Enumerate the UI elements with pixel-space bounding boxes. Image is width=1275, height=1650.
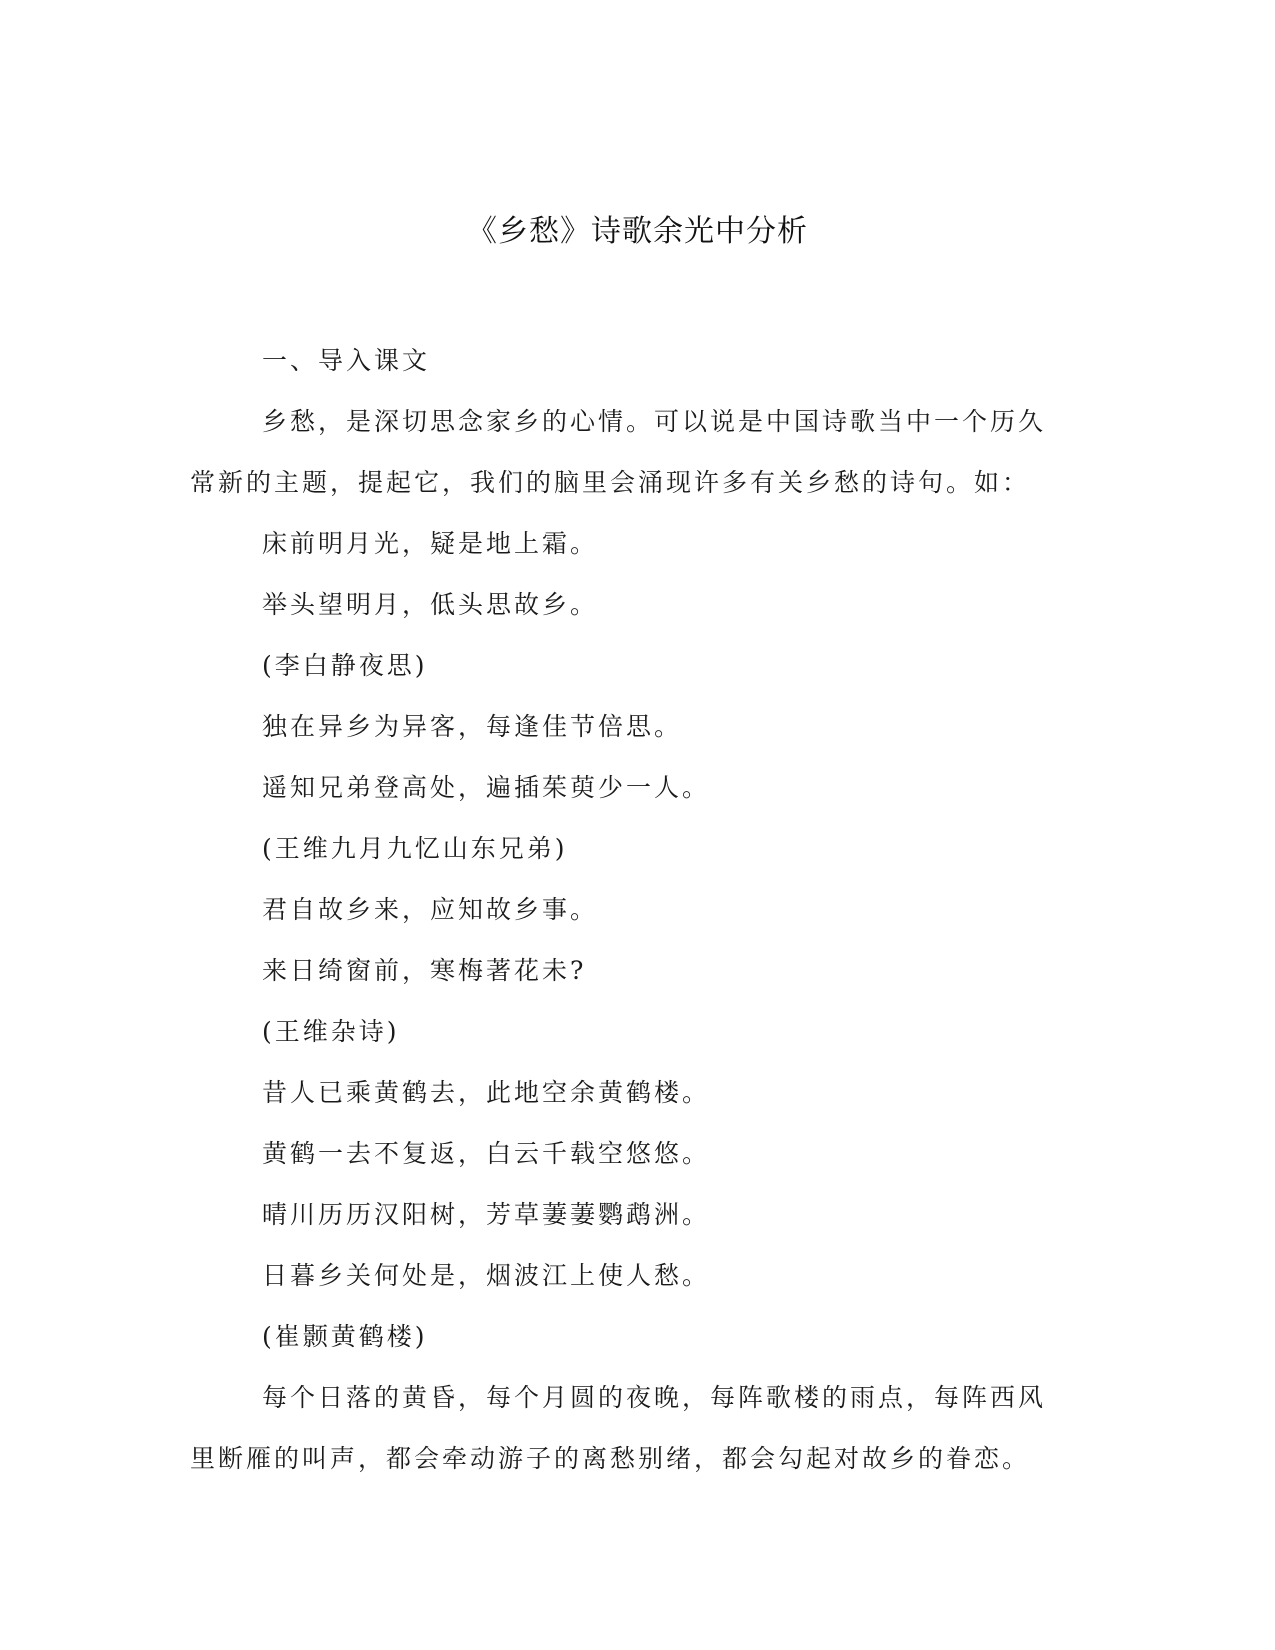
section-heading: 一、导入课文	[262, 346, 431, 375]
poem-line: 日暮乡关何处是，烟波江上使人愁。	[262, 1261, 711, 1290]
poem-attribution: (李白静夜思)	[262, 651, 428, 680]
poem-attribution: (崔颢黄鹤楼)	[262, 1322, 428, 1351]
intro-paragraph: 乡愁，是深切思念家乡的心情。可以说是中国诗歌当中一个历久常新的主题，提起它，我们的脑里会涌现许多有关乡愁的诗句。如：	[190, 407, 1047, 497]
poem-attribution: (王维杂诗)	[262, 1017, 400, 1046]
closing-paragraph: 每个日落的黄昏，每个月圆的夜晚，每阵歌楼的雨点，每阵西风里断雁的叫声，都会牵动游子的离愁别绪，都会勾起对故乡的眷恋。	[190, 1383, 1047, 1473]
poem-attribution: (王维九月九忆山东兄弟)	[262, 834, 568, 863]
poem-line: 遥知兄弟登高处，遍插茱萸少一人。	[262, 773, 711, 802]
poem-line: 独在异乡为异客，每逢佳节倍思。	[262, 712, 683, 741]
poem-line: 昔人已乘黄鹤去，此地空余黄鹤楼。	[262, 1078, 711, 1107]
poem-line: 床前明月光，疑是地上霜。	[262, 529, 599, 558]
poem-line: 黄鹤一去不复返，白云千载空悠悠。	[262, 1139, 711, 1168]
poem-line: 来日绮窗前，寒梅著花未?	[262, 956, 587, 985]
poem-line: 举头望明月，低头思故乡。	[262, 590, 599, 619]
document-body	[190, 330, 1070, 1489]
document-title: 《乡愁》诗歌余光中分析	[467, 214, 808, 249]
poem-line: 君自故乡来，应知故乡事。	[262, 895, 599, 924]
poem-line: 晴川历历汉阳树，芳草萋萋鹦鹉洲。	[262, 1200, 711, 1229]
